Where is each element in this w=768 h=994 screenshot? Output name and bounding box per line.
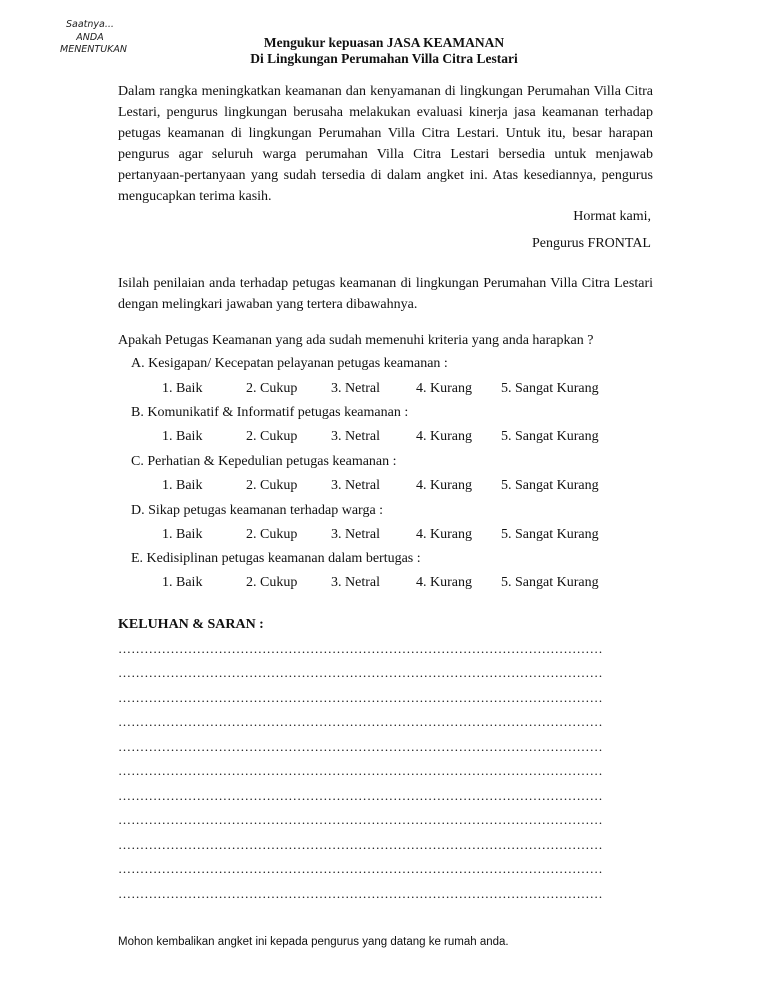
answer-line[interactable]: ………………………………………………………………………………………………… — [118, 690, 603, 705]
option-d-5[interactable]: 5. Sangat Kurang — [501, 527, 599, 542]
document-title — [0, 35, 768, 67]
logo-line-3: MENENTUKAN — [60, 44, 128, 55]
option-e-1[interactable]: 1. Baik — [162, 575, 203, 590]
criterion-c: C. Perhatian & Kepedulian petugas keamanan : — [131, 454, 397, 469]
option-b-1[interactable]: 1. Baik — [162, 429, 203, 444]
option-e-2[interactable]: 2. Cukup — [246, 575, 298, 590]
question-text: Apakah Petugas Keamanan yang ada sudah memenuhi kriteria yang anda harapkan ? — [118, 333, 594, 348]
option-a-5[interactable]: 5. Sangat Kurang — [501, 381, 599, 396]
answer-line[interactable]: ………………………………………………………………………………………………… — [118, 714, 603, 729]
option-d-3[interactable]: 3. Netral — [331, 527, 380, 542]
logo-line-1: Saatnya... — [66, 19, 114, 30]
option-a-3[interactable]: 3. Netral — [331, 381, 380, 396]
option-b-5[interactable]: 5. Sangat Kurang — [501, 429, 599, 444]
logo-line-2: ANDA — [76, 31, 104, 43]
option-a-4[interactable]: 4. Kurang — [416, 381, 472, 396]
criterion-a: A. Kesigapan/ Kecepatan pelayanan petugas keamanan : — [131, 356, 448, 371]
option-c-3[interactable]: 3. Netral — [331, 478, 380, 493]
option-b-3[interactable]: 3. Netral — [331, 429, 380, 444]
option-a-2[interactable]: 2. Cukup — [246, 381, 298, 396]
option-c-1[interactable]: 1. Baik — [162, 478, 203, 493]
answer-line[interactable]: ………………………………………………………………………………………………… — [118, 886, 603, 901]
option-b-4[interactable]: 4. Kurang — [416, 429, 472, 444]
option-d-4[interactable]: 4. Kurang — [416, 527, 472, 542]
criterion-e: E. Kedisiplinan petugas keamanan dalam bertugas : — [131, 551, 421, 566]
footer-note: Mohon kembalikan angket ini kepada pengurus yang datang ke rumah anda. — [118, 936, 509, 948]
answer-line[interactable]: ………………………………………………………………………………………………… — [118, 861, 603, 876]
answer-line[interactable]: ………………………………………………………………………………………………… — [118, 739, 603, 754]
title-line-2: Di Lingkungan Perumahan Villa Citra Lestari — [250, 51, 518, 66]
instruction-paragraph: Isilah penilaian anda terhadap petugas keamanan di lingkungan Perumahan Villa Citra Lestari dengan melingkari jawaban yang tertera dibawahnya. — [118, 276, 653, 312]
option-e-5[interactable]: 5. Sangat Kurang — [501, 575, 599, 590]
criterion-d: D. Sikap petugas keamanan terhadap warga : — [131, 503, 384, 518]
option-e-3[interactable]: 3. Netral — [331, 575, 380, 590]
option-c-2[interactable]: 2. Cukup — [246, 478, 298, 493]
answer-line[interactable]: ………………………………………………………………………………………………… — [118, 788, 603, 803]
answer-line[interactable]: ………………………………………………………………………………………………… — [118, 641, 603, 656]
answer-line[interactable]: ………………………………………………………………………………………………… — [118, 837, 603, 852]
answer-line[interactable]: ………………………………………………………………………………………………… — [118, 812, 603, 827]
answer-line[interactable]: ………………………………………………………………………………………………… — [118, 665, 603, 680]
option-a-1[interactable]: 1. Baik — [162, 381, 203, 396]
option-b-2[interactable]: 2. Cukup — [246, 429, 298, 444]
criterion-b: B. Komunikatif & Informatif petugas keamanan : — [131, 405, 409, 420]
option-c-5[interactable]: 5. Sangat Kurang — [501, 478, 599, 493]
answer-line[interactable]: ………………………………………………………………………………………………… — [118, 763, 603, 778]
signature-text: Pengurus FRONTAL — [531, 236, 651, 251]
title-line-1: Mengukur kepuasan JASA KEAMANAN — [263, 35, 505, 50]
option-d-2[interactable]: 2. Cukup — [246, 527, 298, 542]
closing-text: Hormat kami, — [573, 209, 651, 224]
intro-paragraph: Dalam rangka meningkatkan keamanan dan kenyamanan di lingkungan Perumahan Villa Citra Lestari, pengurus lingkungan berusaha melakukan evaluasi kinerja jasa keamanan terhadap petugas keamanan di lingkungan Perumahan Villa Citra Lestari. Untuk itu, besar harapan pengurus agar seluruh warga perumahan Villa Citra Lestari bersedia untuk menjawab pertanyaan-pertanyaan yang sudah tersedia di dalam angket ini. Atas kesediannya, pengurus mengucapkan terima kasih. — [118, 84, 653, 204]
option-c-4[interactable]: 4. Kurang — [416, 478, 472, 493]
option-d-1[interactable]: 1. Baik — [162, 527, 203, 542]
option-e-4[interactable]: 4. Kurang — [416, 575, 472, 590]
complaints-heading: KELUHAN & SARAN : — [118, 617, 264, 632]
